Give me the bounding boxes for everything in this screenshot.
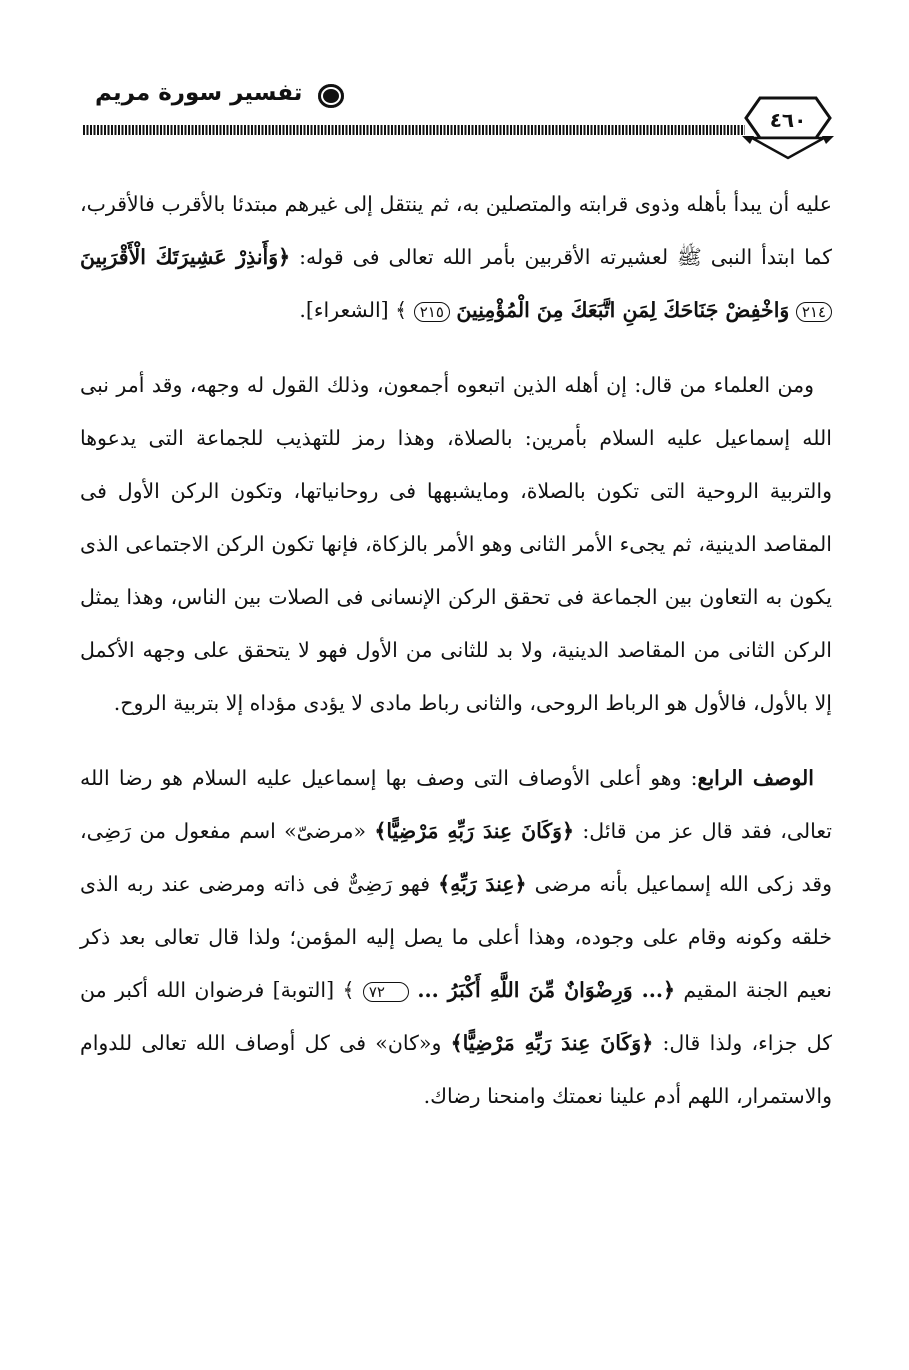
- quran-quote: ﴿عِندَ رَبِّهِ﴾: [438, 872, 527, 896]
- paragraph-text: ﴾ [التوبة] فرضوان الله أكبر من كل جزاء، ولذا قال:: [80, 978, 832, 1055]
- paragraph-text: و«كان» فى كل أوصاف الله تعالى للدوام والاستمرار، اللهم أدم علينا نعمتك وامنحنا رضاك.: [80, 1031, 832, 1108]
- paragraph-text: فهو رَضِىٌّ فى ذاته ومرضى عند ربه الذى خلقه وكونه وقام على وجوده، وهذا أعلى ما يصل إليه المؤمن؛ ولذا قال تعالى بعد ذكر نعيم الجنة المقيم: [80, 872, 832, 1002]
- verse-number: ٢١٥: [414, 302, 450, 322]
- title-ornament-icon: [318, 84, 344, 108]
- quran-quote: ﴿وَكَانَ عِندَ رَبِّهِ مَرْضِيًّا﴾: [450, 1031, 654, 1055]
- paragraph-text: ﴾ [الشعراء].: [299, 298, 408, 322]
- paragraph-text: عليه أن يبدأ بأهله وذوى قرابته والمتصلين به، ثم ينتقل إلى غيرهم مبتدئا بالأقرب فالأقرب، كما ابتدأ النبى ﷺ لعشيرته الأقربين بأمر الله تعالى فى قوله:: [80, 192, 832, 269]
- verse-number: ٢١٤: [796, 302, 832, 322]
- page-number: ٤٦٠: [769, 108, 807, 132]
- paragraph-text: : وهو أعلى الأوصاف التى وصف بها إسماعيل عليه السلام هو رضا الله تعالى، فقد قال عز من قائل:: [80, 766, 832, 843]
- verse-number: ٧٢: [363, 982, 409, 1002]
- paragraph-text: «مرضىّ» اسم مفعول من رَضِى، وقد زكى الله إسماعيل بأنه مرضى: [80, 819, 832, 896]
- section-lead: الوصف الرابع: [697, 766, 814, 790]
- page-header: [0, 0, 909, 170]
- running-title: تفسير سورة مريم: [95, 80, 303, 106]
- quran-quote: ﴿وَكَانَ عِندَ رَبِّهِ مَرْضِيًّا﴾: [374, 819, 575, 843]
- quran-quote: وَاخْفِضْ جَنَاحَكَ لِمَنِ اتَّبَعَكَ مِنَ الْمُؤْمِنِينَ: [456, 298, 790, 322]
- quran-quote: ﴿وَأَنذِرْ عَشِيرَتَكَ الْأَقْرَبِينَ: [80, 245, 291, 269]
- paragraph-1: [80, 178, 832, 337]
- quran-quote: ﴿... وَرِضْوَانٌ مِّنَ اللَّهِ أَكْبَرُ ...: [417, 978, 676, 1002]
- paragraph-2: ومن العلماء من قال: إن أهله الذين اتبعوه أجمعون، وذلك القول له وجهه، وقد أمر نبى الله إسماعيل عليه السلام بأمرين: بالصلاة، وهذا رمز للتهذيب للجماعة التى يدعوها والتربية الروحية التى تكون بالصلاة، ومايشبهها فى روحانياتها، وتكون الركن الأول فى المقاصد الدينية، ثم يجىء الأمر الثانى وهو الأمر بالزكاة، فإنها تكون الركن الاجتماعى الذى يكون به التعاون بين الجماعة فى تحقق الركن الإنسانى فى الصلات بين الناس، وهذا يمثل الركن الثانى من المقاصد الدينية، ولا بد للثانى من الأول فهو لا يتحقق على وجهه الأكمل إلا بالأول، فالأول هو الرباط الروحى، والثانى رباط مادى لا يؤدى مؤداه إلا بتربية الروح.: [80, 373, 832, 715]
- paragraph-3: [80, 752, 832, 1123]
- page-body: [80, 178, 832, 1145]
- header-rule: [83, 125, 745, 135]
